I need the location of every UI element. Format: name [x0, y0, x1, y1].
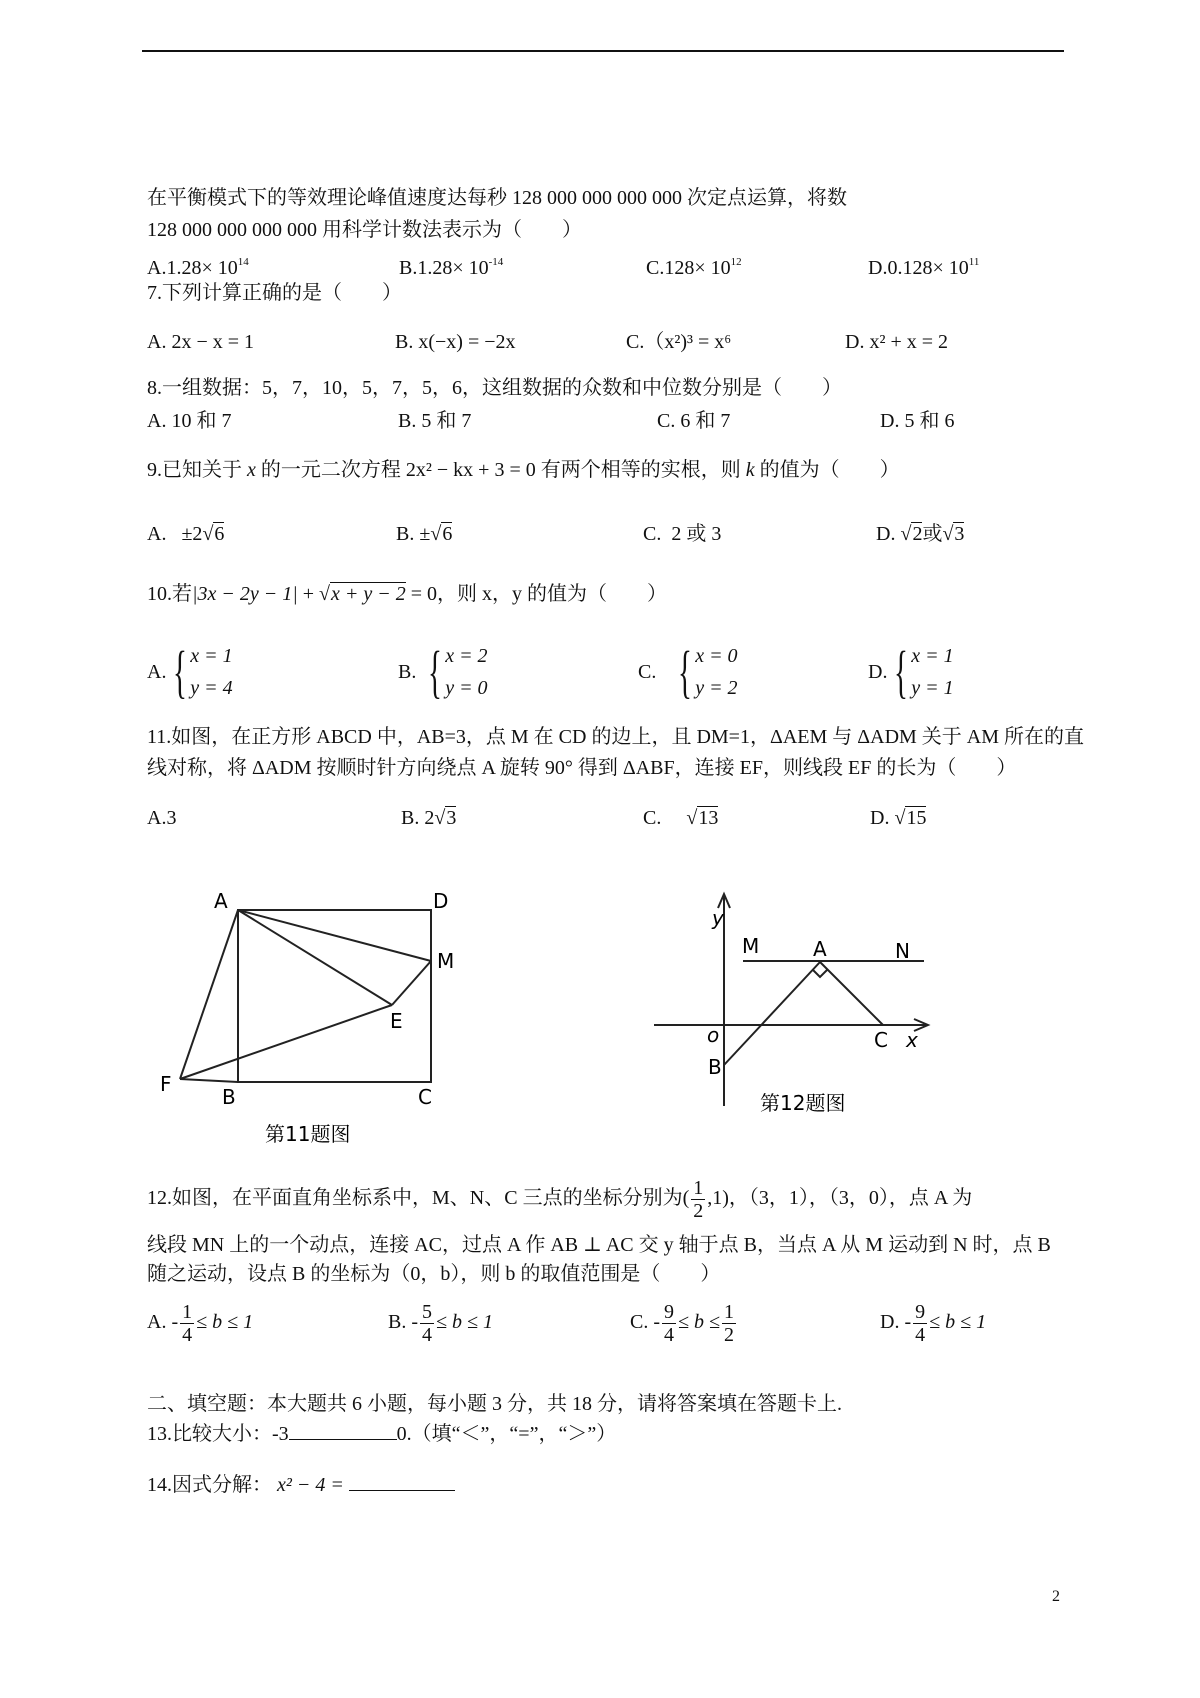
q12-line2: 线段 MN 上的一个动点，连接 AC，过点 A 作 AB ⊥ AC 交 y 轴于点 B，当点 A 从 M 运动到 N 时，点 B [147, 1234, 1051, 1256]
q9-stem: 9.已知关于 x 的一元二次方程 2x² − kx + 3 = 0 有两个相等的实根，则 k 的值为（ ） [147, 459, 900, 481]
q8-option-c: C. 6 和 7 [657, 410, 731, 432]
q9-option-a: A. ±2√6 [147, 523, 225, 545]
q7-option-c: C.（x²)³ = x⁶ [626, 331, 732, 353]
label-F: F [160, 1072, 172, 1096]
q9-option-c: C. 2 或 3 [643, 523, 722, 545]
q6-option-a: $A.1.28\times 10^{14}$ [147, 256, 249, 279]
label-M: M [742, 934, 760, 958]
q11-option-b: B. 2√3 [401, 807, 457, 829]
q9-option-b: B. ±√6 [396, 523, 453, 545]
q11-option-d: D. √15 [870, 807, 927, 829]
q11-option-a: A.3 [147, 807, 177, 829]
q10-option-a: A. { x = 1 y = 4 [147, 639, 233, 704]
label-C: C [874, 1028, 888, 1052]
q12-line1: 12.如图，在平面直角坐标系中，M、N、C 三点的坐标分别为( $\frac{1}{2}$ ,1)，（3，1），（3，0），点 A 为 [147, 1176, 973, 1222]
q6-line2: 128 000 000 000 000 用科学计数法表示为（ ） [147, 219, 582, 241]
label-y: y [712, 906, 724, 930]
q11-line1: 11.如图，在正方形 ABCD 中，AB=3，点 M 在 CD 的边上，且 DM=1，ΔAEM 与 ΔADM 关于 AM 所在的直 [147, 726, 1085, 748]
q7-option-d: D. x² + x = 2 [845, 331, 948, 353]
label-N: N [895, 939, 910, 963]
q12-option-c: C. - $\frac{9}{4}$ ≤ b ≤ $\frac{1}{2}$ [630, 1300, 734, 1346]
q12-option-a: A. - $\frac{1}{4}$ ≤ b ≤ 1 [147, 1300, 254, 1346]
q10-stem: 10.若|3x − 2y − 1| + √x + y − 2 = 0，则 x，y 的值为（ ） [147, 583, 668, 605]
q6-line1: 在平衡模式下的等效理论峰值速度达每秒 128 000 000 000 000 次定点运算，将数 [147, 187, 847, 209]
figure-12-caption: 第12题图 [760, 1091, 846, 1115]
label-o: o [707, 1023, 720, 1047]
label-A: A [214, 889, 228, 913]
label-E: E [390, 1009, 403, 1033]
q12-option-b: B. - $\frac{5}{4}$ ≤ b ≤ 1 [388, 1300, 493, 1346]
q13-answer-blank[interactable] [289, 1421, 397, 1440]
q10-option-b: B. { x = 2 y = 0 [398, 639, 488, 704]
q13: 13.比较大小：-3 0.（填“＜”，“=”，“＞”） [147, 1423, 617, 1445]
q12-line3: 随之运动，设点 B 的坐标为（0，b），则 b 的取值范围是（ ） [147, 1263, 721, 1285]
page-number: 2 [1052, 1588, 1060, 1605]
q8-option-b: B. 5 和 7 [398, 410, 472, 432]
label-x: x [906, 1028, 918, 1052]
q11-line2: 线对称，将 ΔADM 按顺时针方向绕点 A 旋转 90° 得到 ΔABF，连接 EF，则线段 EF 的长为（ ） [147, 757, 1017, 779]
label-B: B [708, 1055, 722, 1079]
q12-option-d: D. - $\frac{9}{4}$ ≤ b ≤ 1 [880, 1300, 987, 1346]
q10-option-c: C. { x = 0 y = 2 [638, 639, 738, 704]
label-C: C [418, 1085, 432, 1109]
figure-11-caption: 第11题图 [265, 1122, 351, 1146]
q6-option-d: $D.0.128\times 10^{11}$ [868, 256, 980, 279]
segment-ac [820, 962, 883, 1025]
label-D: D [433, 889, 449, 913]
q8-option-a: A. 10 和 7 [147, 410, 232, 432]
right-angle-mark [813, 970, 827, 977]
q8-stem: 8.一组数据：5，7，10，5，7，5，6，这组数据的众数和中位数分别是（ ） [147, 377, 842, 399]
q10-option-d: D. { x = 1 y = 1 [868, 639, 954, 704]
label-A: A [813, 937, 827, 961]
q14-answer-blank[interactable] [349, 1472, 455, 1491]
q8-option-d: D. 5 和 6 [880, 410, 955, 432]
q9-option-d: D. √2或√3 [876, 523, 965, 545]
label-M: M [437, 949, 455, 973]
q6-option-b: $B.1.28\times 10^{-14}$ [399, 256, 504, 279]
q11-option-c: C. √13 [643, 807, 719, 829]
q6-option-c: $C.128\times 10^{12}$ [646, 256, 742, 279]
q7-option-a: A. 2x − x = 1 [147, 331, 255, 353]
q14: 14.因式分解： x² − 4 = [147, 1472, 455, 1497]
segment-ab [724, 962, 820, 1065]
section-2-heading: 二、填空题：本大题共 6 小题，每小题 3 分，共 18 分，请将答案填在答题卡上. [147, 1393, 842, 1415]
label-B: B [222, 1085, 236, 1109]
q7-option-b: B. x(−x) = −2x [395, 331, 516, 353]
q7-stem: 7.下列计算正确的是（ ） [147, 282, 402, 304]
